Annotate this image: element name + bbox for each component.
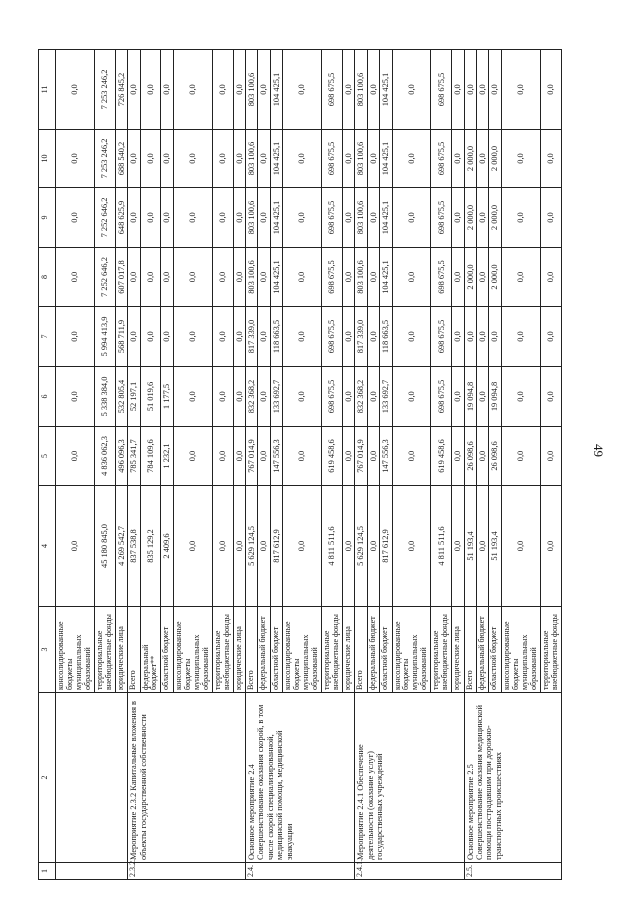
amount-cell: 0,0 [392, 188, 431, 248]
amount-cell: 45 180 845,0 [94, 486, 115, 607]
column-header: 4 [39, 486, 56, 607]
funding-source-cell: Всего [464, 607, 476, 693]
amount-cell: 0,0 [212, 486, 233, 607]
amount-cell: 803 100,6 [355, 130, 367, 188]
amount-cell: 0,0 [161, 188, 173, 248]
amount-cell: 0,0 [501, 486, 540, 607]
amount-cell: 0,0 [212, 367, 233, 427]
amount-cell: 698 675,5 [322, 130, 343, 188]
amount-cell: 835 129,2 [140, 486, 161, 607]
row-number-cell: 2.3.2. [128, 863, 246, 880]
amount-cell: 0,0 [367, 130, 379, 188]
table-row [128, 50, 140, 880]
funding-source-cell: территориальные внебюджетные фонды [431, 607, 452, 693]
amount-cell: 2 000,0 [464, 248, 476, 307]
amount-cell: 2 409,6 [161, 486, 173, 607]
column-header: 10 [39, 130, 56, 188]
amount-cell: 0,0 [477, 248, 489, 307]
amount-cell: 5 994 413,9 [94, 307, 115, 367]
amount-cell: 0,0 [56, 307, 95, 367]
amount-cell: 0,0 [258, 130, 270, 188]
amount-cell: 0,0 [392, 307, 431, 367]
amount-cell: 7 252 646,2 [94, 248, 115, 307]
amount-cell: 837 538,8 [128, 486, 140, 607]
column-header: 7 [39, 307, 56, 367]
column-header: 1 [39, 863, 56, 880]
amount-cell: 0,0 [342, 307, 354, 367]
amount-cell: 0,0 [477, 367, 489, 427]
amount-cell: 0,0 [452, 188, 464, 248]
amount-cell: 26 098,6 [464, 427, 476, 486]
amount-cell: 0,0 [540, 307, 561, 367]
measure-name-cell: Основное мероприятие 2.4 Совершенствование оказания скорой, в том числе скорой специализированной, медицинской помощи, медицинской эвакуации [245, 693, 354, 863]
amount-cell: 4 836 062,3 [94, 427, 115, 486]
amount-cell: 0,0 [140, 188, 161, 248]
amount-cell: 0,0 [233, 367, 245, 427]
amount-cell: 803 100,6 [355, 50, 367, 130]
amount-cell: 698 675,5 [431, 307, 452, 367]
funding-source-cell: Всего [355, 607, 367, 693]
amount-cell: 0,0 [452, 307, 464, 367]
amount-cell: 803 100,6 [245, 50, 257, 130]
amount-cell: 0,0 [173, 367, 212, 427]
amount-cell: 0,0 [477, 50, 489, 130]
amount-cell: 133 692,7 [380, 367, 392, 427]
amount-cell: 698 675,5 [322, 188, 343, 248]
amount-cell: 817 612,9 [380, 486, 392, 607]
amount-cell: 0,0 [173, 486, 212, 607]
column-header: 11 [39, 50, 56, 130]
column-header: 2 [39, 693, 56, 863]
amount-cell: 118 663,5 [380, 307, 392, 367]
amount-cell: 0,0 [233, 486, 245, 607]
amount-cell: 0,0 [161, 130, 173, 188]
amount-cell: 0,0 [56, 486, 95, 607]
amount-cell: 104 425,1 [380, 50, 392, 130]
amount-cell: 496 096,3 [115, 427, 127, 486]
amount-cell: 0,0 [452, 427, 464, 486]
amount-cell: 0,0 [501, 130, 540, 188]
amount-cell: 0,0 [258, 307, 270, 367]
amount-cell: 0,0 [258, 367, 270, 427]
amount-cell: 0,0 [173, 427, 212, 486]
amount-cell: 0,0 [212, 427, 233, 486]
amount-cell: 0,0 [501, 427, 540, 486]
amount-cell: 0,0 [392, 427, 431, 486]
amount-cell: 0,0 [501, 367, 540, 427]
amount-cell: 0,0 [283, 130, 322, 188]
funding-source-cell: Всего [128, 607, 140, 693]
amount-cell: 0,0 [464, 307, 476, 367]
amount-cell: 0,0 [342, 367, 354, 427]
amount-cell: 832 368,2 [245, 367, 257, 427]
amount-cell: 19 094,8 [489, 367, 501, 427]
amount-cell: 0,0 [367, 427, 379, 486]
amount-cell: 726 845,2 [115, 50, 127, 130]
amount-cell: 698 675,5 [431, 188, 452, 248]
table-row [355, 50, 367, 880]
column-header-row [39, 50, 56, 880]
amount-cell: 803 100,6 [245, 130, 257, 188]
amount-cell: 0,0 [140, 130, 161, 188]
amount-cell: 619 458,6 [322, 427, 343, 486]
funding-source-cell: юридические лица [115, 607, 127, 693]
amount-cell: 19 094,8 [464, 367, 476, 427]
amount-cell: 0,0 [173, 50, 212, 130]
row-number-cell: 2.4. [245, 863, 354, 880]
amount-cell: 0,0 [283, 307, 322, 367]
amount-cell: 0,0 [283, 367, 322, 427]
amount-cell: 5 629 124,5 [245, 486, 257, 607]
amount-cell: 803 100,6 [355, 248, 367, 307]
column-header: 9 [39, 188, 56, 248]
amount-cell: 0,0 [140, 50, 161, 130]
funding-source-cell: юридические лица [452, 607, 464, 693]
amount-cell: 0,0 [342, 50, 354, 130]
funding-source-cell: территориальные внебюджетные фонды [322, 607, 343, 693]
amount-cell: 0,0 [501, 307, 540, 367]
amount-cell: 0,0 [283, 248, 322, 307]
amount-cell: 0,0 [161, 248, 173, 307]
amount-cell: 0,0 [367, 50, 379, 130]
amount-cell: 0,0 [540, 188, 561, 248]
amount-cell: 104 425,1 [380, 188, 392, 248]
amount-cell: 0,0 [233, 130, 245, 188]
amount-cell: 0,0 [283, 50, 322, 130]
table-row [245, 50, 257, 880]
funding-source-cell: территориальные внебюджетные фонды [94, 607, 115, 693]
amount-cell: 0,0 [452, 486, 464, 607]
amount-cell: 0,0 [56, 50, 95, 130]
funding-source-cell: консолидированные бюджеты муниципальных образований [56, 607, 95, 693]
amount-cell: 698 675,5 [322, 248, 343, 307]
amount-cell: 5 338 384,0 [94, 367, 115, 427]
amount-cell: 698 675,5 [322, 307, 343, 367]
amount-cell: 0,0 [540, 248, 561, 307]
amount-cell: 0,0 [56, 248, 95, 307]
amount-cell: 0,0 [212, 50, 233, 130]
table-body [56, 50, 562, 880]
funding-source-cell: территориальные внебюджетные фонды [212, 607, 233, 693]
amount-cell: 803 100,6 [355, 188, 367, 248]
amount-cell: 0,0 [489, 307, 501, 367]
funding-source-cell: федеральный бюджет [258, 607, 270, 693]
amount-cell: 0,0 [452, 248, 464, 307]
amount-cell: 0,0 [489, 50, 501, 130]
amount-cell: 52 197,1 [128, 367, 140, 427]
funding-source-cell: областной бюджет [270, 607, 282, 693]
amount-cell: 0,0 [477, 486, 489, 607]
amount-cell: 5 629 124,5 [355, 486, 367, 607]
amount-cell: 568 711,9 [115, 307, 127, 367]
amount-cell: 104 425,1 [270, 50, 282, 130]
amount-cell: 4 811 511,6 [431, 486, 452, 607]
amount-cell: 0,0 [56, 427, 95, 486]
amount-cell: 0,0 [233, 248, 245, 307]
amount-cell: 817 339,0 [355, 307, 367, 367]
amount-cell: 2 000,0 [489, 248, 501, 307]
amount-cell: 0,0 [173, 248, 212, 307]
amount-cell: 0,0 [128, 188, 140, 248]
rotated-page-content [38, 50, 586, 880]
funding-source-cell: консолидированные бюджеты муниципальных образований [173, 607, 212, 693]
amount-cell: 0,0 [477, 130, 489, 188]
amount-cell: 0,0 [392, 367, 431, 427]
funding-source-cell: консолидированные бюджеты муниципальных образований [501, 607, 540, 693]
amount-cell: 0,0 [233, 427, 245, 486]
amount-cell: 147 556,3 [380, 427, 392, 486]
measure-name-cell [56, 693, 128, 863]
measure-name-cell: Основное мероприятие 2.5 Совершенствование оказания медицинской помощи пострадавшим при дорожно-транспортных происшествиях [464, 693, 561, 863]
amount-cell: 0,0 [367, 188, 379, 248]
amount-cell: 4 811 511,6 [322, 486, 343, 607]
page-number: 49 [591, 444, 606, 457]
amount-cell: 0,0 [501, 188, 540, 248]
amount-cell: 0,0 [452, 367, 464, 427]
amount-cell: 0,0 [233, 188, 245, 248]
amount-cell: 0,0 [540, 427, 561, 486]
amount-cell: 0,0 [283, 486, 322, 607]
amount-cell: 147 556,3 [270, 427, 282, 486]
budget-table [38, 49, 562, 880]
amount-cell: 0,0 [452, 130, 464, 188]
amount-cell: 0,0 [367, 307, 379, 367]
amount-cell: 0,0 [258, 486, 270, 607]
table-row [56, 50, 95, 880]
amount-cell: 0,0 [540, 367, 561, 427]
column-header: 5 [39, 427, 56, 486]
amount-cell: 104 425,1 [380, 130, 392, 188]
amount-cell: 619 458,6 [431, 427, 452, 486]
amount-cell: 0,0 [392, 248, 431, 307]
amount-cell: 0,0 [452, 50, 464, 130]
amount-cell: 0,0 [161, 50, 173, 130]
amount-cell: 688 540,2 [115, 130, 127, 188]
amount-cell: 698 675,5 [431, 130, 452, 188]
column-header: 8 [39, 248, 56, 307]
amount-cell: 0,0 [342, 486, 354, 607]
amount-cell: 7 253 246,2 [94, 50, 115, 130]
amount-cell: 2 000,0 [489, 188, 501, 248]
funding-source-cell: федеральный бюджет [367, 607, 379, 693]
amount-cell: 0,0 [233, 307, 245, 367]
amount-cell: 2 000,0 [464, 130, 476, 188]
amount-cell: 0,0 [161, 307, 173, 367]
amount-cell: 817 612,9 [270, 486, 282, 607]
amount-cell: 104 425,1 [380, 248, 392, 307]
amount-cell: 7 253 246,2 [94, 130, 115, 188]
amount-cell: 0,0 [367, 486, 379, 607]
amount-cell: 0,0 [283, 427, 322, 486]
amount-cell: 1 232,1 [161, 427, 173, 486]
amount-cell: 832 368,2 [355, 367, 367, 427]
funding-source-cell: Всего [245, 607, 257, 693]
amount-cell: 698 675,5 [431, 50, 452, 130]
amount-cell: 648 625,9 [115, 188, 127, 248]
amount-cell: 4 269 542,7 [115, 486, 127, 607]
amount-cell: 698 675,5 [431, 367, 452, 427]
amount-cell: 767 014,9 [355, 427, 367, 486]
amount-cell: 0,0 [367, 367, 379, 427]
amount-cell: 0,0 [128, 248, 140, 307]
funding-source-cell: юридические лица [233, 607, 245, 693]
amount-cell: 0,0 [392, 486, 431, 607]
row-number-cell [56, 863, 128, 880]
table-row [464, 50, 476, 880]
amount-cell: 0,0 [464, 50, 476, 130]
amount-cell: 2 000,0 [489, 130, 501, 188]
amount-cell: 0,0 [540, 486, 561, 607]
amount-cell: 0,0 [212, 307, 233, 367]
funding-source-cell: консолидированные бюджеты муниципальных образований [283, 607, 322, 693]
amount-cell: 0,0 [233, 50, 245, 130]
amount-cell: 0,0 [173, 188, 212, 248]
amount-cell: 698 675,5 [322, 50, 343, 130]
amount-cell: 0,0 [140, 248, 161, 307]
amount-cell: 0,0 [342, 130, 354, 188]
amount-cell: 0,0 [540, 130, 561, 188]
amount-cell: 0,0 [140, 307, 161, 367]
funding-source-cell: областной бюджет [380, 607, 392, 693]
amount-cell: 803 100,6 [245, 248, 257, 307]
funding-source-cell: территориальные внебюджетные фонды [540, 607, 561, 693]
amount-cell: 51 193,4 [464, 486, 476, 607]
amount-cell: 698 675,5 [431, 248, 452, 307]
amount-cell: 0,0 [173, 307, 212, 367]
amount-cell: 784 109,6 [140, 427, 161, 486]
amount-cell: 817 339,0 [245, 307, 257, 367]
amount-cell: 0,0 [212, 248, 233, 307]
column-header: 6 [39, 367, 56, 427]
amount-cell: 785 341,7 [128, 427, 140, 486]
amount-cell: 0,0 [56, 188, 95, 248]
amount-cell: 0,0 [258, 188, 270, 248]
column-header: 3 [39, 607, 56, 693]
amount-cell: 0,0 [342, 188, 354, 248]
amount-cell: 767 014,9 [245, 427, 257, 486]
amount-cell: 0,0 [477, 307, 489, 367]
amount-cell: 104 425,1 [270, 248, 282, 307]
amount-cell: 0,0 [283, 188, 322, 248]
funding-source-cell: областной бюджет [161, 607, 173, 693]
funding-source-cell: областной бюджет [489, 607, 501, 693]
funding-source-cell: юридические лица [342, 607, 354, 693]
row-number-cell: 2.4.1. [355, 863, 464, 880]
amount-cell: 803 100,6 [245, 188, 257, 248]
measure-name-cell: Мероприятие 2.4.1 Обеспечение деятельности (оказание услуг) государственных учреждений [355, 693, 464, 863]
amount-cell: 133 692,7 [270, 367, 282, 427]
funding-source-cell: консолидированные бюджеты муниципальных образований [392, 607, 431, 693]
funding-source-cell: федеральный бюджет** [140, 607, 161, 693]
amount-cell: 104 425,1 [270, 130, 282, 188]
funding-source-cell: федеральный бюджет [477, 607, 489, 693]
amount-cell: 0,0 [173, 130, 212, 188]
amount-cell: 0,0 [477, 427, 489, 486]
amount-cell: 118 663,5 [270, 307, 282, 367]
amount-cell: 0,0 [212, 188, 233, 248]
amount-cell: 0,0 [392, 50, 431, 130]
amount-cell: 0,0 [501, 50, 540, 130]
measure-name-cell: Мероприятие 2.3.2 Капитальные вложения в объекты государственной собственности [128, 693, 246, 863]
amount-cell: 0,0 [212, 130, 233, 188]
amount-cell: 7 252 646,2 [94, 188, 115, 248]
amount-cell: 0,0 [342, 427, 354, 486]
amount-cell: 0,0 [56, 130, 95, 188]
amount-cell: 1 177,5 [161, 367, 173, 427]
amount-cell: 532 805,4 [115, 367, 127, 427]
amount-cell: 0,0 [367, 248, 379, 307]
amount-cell: 0,0 [258, 248, 270, 307]
amount-cell: 104 425,1 [270, 188, 282, 248]
amount-cell: 51 193,4 [489, 486, 501, 607]
amount-cell: 51 019,6 [140, 367, 161, 427]
amount-cell: 0,0 [128, 50, 140, 130]
amount-cell: 2 000,0 [464, 188, 476, 248]
amount-cell: 0,0 [56, 367, 95, 427]
amount-cell: 698 675,5 [322, 367, 343, 427]
amount-cell: 0,0 [128, 130, 140, 188]
row-number-cell: 2.5. [464, 863, 561, 880]
amount-cell: 0,0 [342, 248, 354, 307]
amount-cell: 0,0 [392, 130, 431, 188]
amount-cell: 0,0 [477, 188, 489, 248]
amount-cell: 0,0 [258, 50, 270, 130]
amount-cell: 0,0 [128, 307, 140, 367]
amount-cell: 607 017,8 [115, 248, 127, 307]
amount-cell: 26 098,6 [489, 427, 501, 486]
amount-cell: 0,0 [258, 427, 270, 486]
amount-cell: 0,0 [540, 50, 561, 130]
amount-cell: 0,0 [501, 248, 540, 307]
